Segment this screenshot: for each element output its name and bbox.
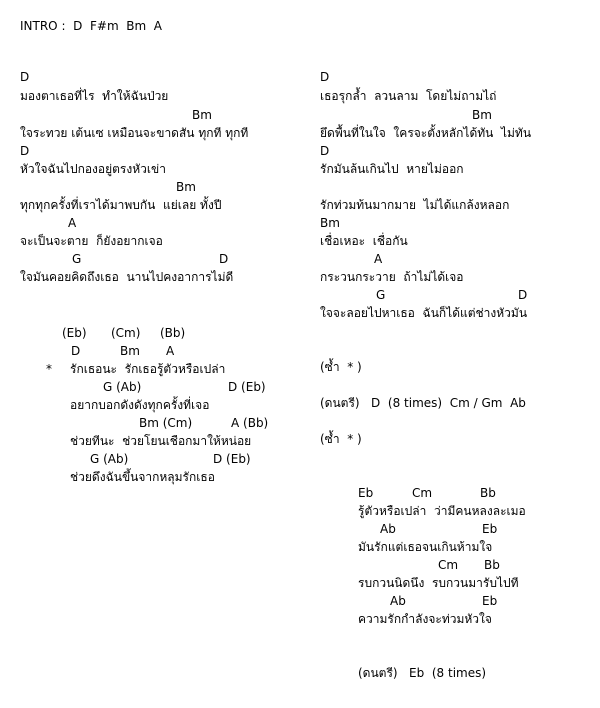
right-line-6: รักท่วมท้นมากมาย ไม่ได้แกล้งหลอก [320, 198, 510, 212]
right-line-26: รบกวนนิดนึง รบกวนมารับไปที [358, 576, 519, 590]
right-line-7: Bm [320, 216, 340, 230]
left-line-1: มองตาเธอที่ไร ทำให้ฉันป่วย [20, 89, 169, 103]
left-line-20: รักเธอนะ รักเธอรู้ตัวหรือเปล่า [70, 362, 226, 376]
right-line-24: Cm [438, 558, 459, 572]
left-line-15: (Bb) [160, 326, 186, 340]
left-line-14: (Cm) [111, 326, 141, 340]
right-line-29: ความรักกำลังจะท่วมหัวใจ [358, 612, 492, 626]
right-line-23: มันรักแต่เธอจนเกินห้ามใจ [358, 540, 493, 554]
left-line-28: D (Eb) [213, 452, 251, 466]
left-line-10: G [72, 252, 82, 266]
right-line-20: รู้ตัวหรือเปล่า ว่ามีคนหลงละเมอ [358, 504, 526, 518]
right-line-14: (ซ้ำ * ) [320, 360, 362, 374]
left-line-5: หัวใจฉันไปกองอยู่ตรงหัวเข่า [20, 162, 166, 176]
right-line-4: D [320, 144, 330, 158]
left-line-22: D (Eb) [228, 380, 266, 394]
left-line-25: A (Bb) [231, 416, 269, 430]
right-line-16: (ซ้ำ * ) [320, 432, 362, 446]
left-line-4: D [20, 144, 30, 158]
right-line-12: D [518, 288, 528, 302]
right-line-9: A [374, 252, 383, 266]
left-line-29: ช่วยดึงฉันขึ้นจากหลุมรักเธอ [70, 470, 215, 484]
left-line-13: (Eb) [62, 326, 87, 340]
left-line-17: Bm [120, 344, 140, 358]
intro-line: INTRO : D F#m Bm A [20, 19, 163, 33]
left-line-3: ใจระทวย เต้นเซ เหมือนจะขาดสัน ทุกที ทุกที [20, 126, 249, 140]
right-line-27: Ab [390, 594, 406, 608]
left-line-2: Bm [192, 108, 212, 122]
right-line-17: Eb [358, 486, 374, 500]
right-line-8: เชื่อเหอะ เชื่อกัน [320, 234, 408, 248]
left-line-0: D [20, 70, 30, 84]
left-line-24: Bm (Cm) [139, 416, 193, 430]
right-line-13: ใจจะลอยไปหาเธอ ฉันก็ได้แต่ช่างหัวมัน [320, 306, 528, 320]
left-line-27: G (Ab) [90, 452, 129, 466]
left-line-11: D [219, 252, 229, 266]
right-line-21: Ab [380, 522, 396, 536]
right-line-30: (ดนตรี) Eb (8 times) [358, 666, 487, 680]
right-line-0: D [320, 70, 330, 84]
right-line-3: ยึดพื้นที่ในใจ ใครจะตั้งหลักได้ทัน ไม่ทัน [320, 126, 532, 140]
right-line-15: (ดนตรี) D (8 times) Cm / Gm Ab [320, 396, 526, 410]
left-line-6: Bm [176, 180, 196, 194]
right-line-2: Bm [472, 108, 492, 122]
left-line-21: G (Ab) [103, 380, 142, 394]
right-line-19: Bb [480, 486, 496, 500]
right-line-1: เธอรุกล้ำ ลวนลาม โดยไม่ถามไถ่ [320, 89, 497, 103]
right-line-28: Eb [482, 594, 498, 608]
left-line-9: จะเป็นจะตาย ก็ยังอยากเจอ [20, 234, 163, 248]
right-line-25: Bb [484, 558, 500, 572]
left-line-7: ทุกทุกครั้งที่เราได้มาพบกัน แย่เลย ทั้งปี [20, 198, 222, 212]
right-line-22: Eb [482, 522, 498, 536]
right-line-10: กระวนกระวาย ถ้าไม่ได้เจอ [320, 270, 464, 284]
left-line-16: D [71, 344, 81, 358]
left-line-8: A [68, 216, 77, 230]
right-line-11: G [376, 288, 386, 302]
left-line-23: อยากบอกดังดังทุกครั้งที่เจอ [70, 398, 210, 412]
right-line-5: รักมันล้นเกินไป หายไม่ออก [320, 162, 464, 176]
left-line-19: * [46, 362, 52, 376]
left-line-12: ใจมันคอยคิดถึงเธอ นานไปคงอาการไม่ดี [20, 270, 234, 284]
left-line-18: A [166, 344, 175, 358]
left-line-26: ช่วยทีนะ ช่วยโยนเชือกมาให้หน่อย [70, 434, 252, 448]
right-line-18: Cm [412, 486, 433, 500]
